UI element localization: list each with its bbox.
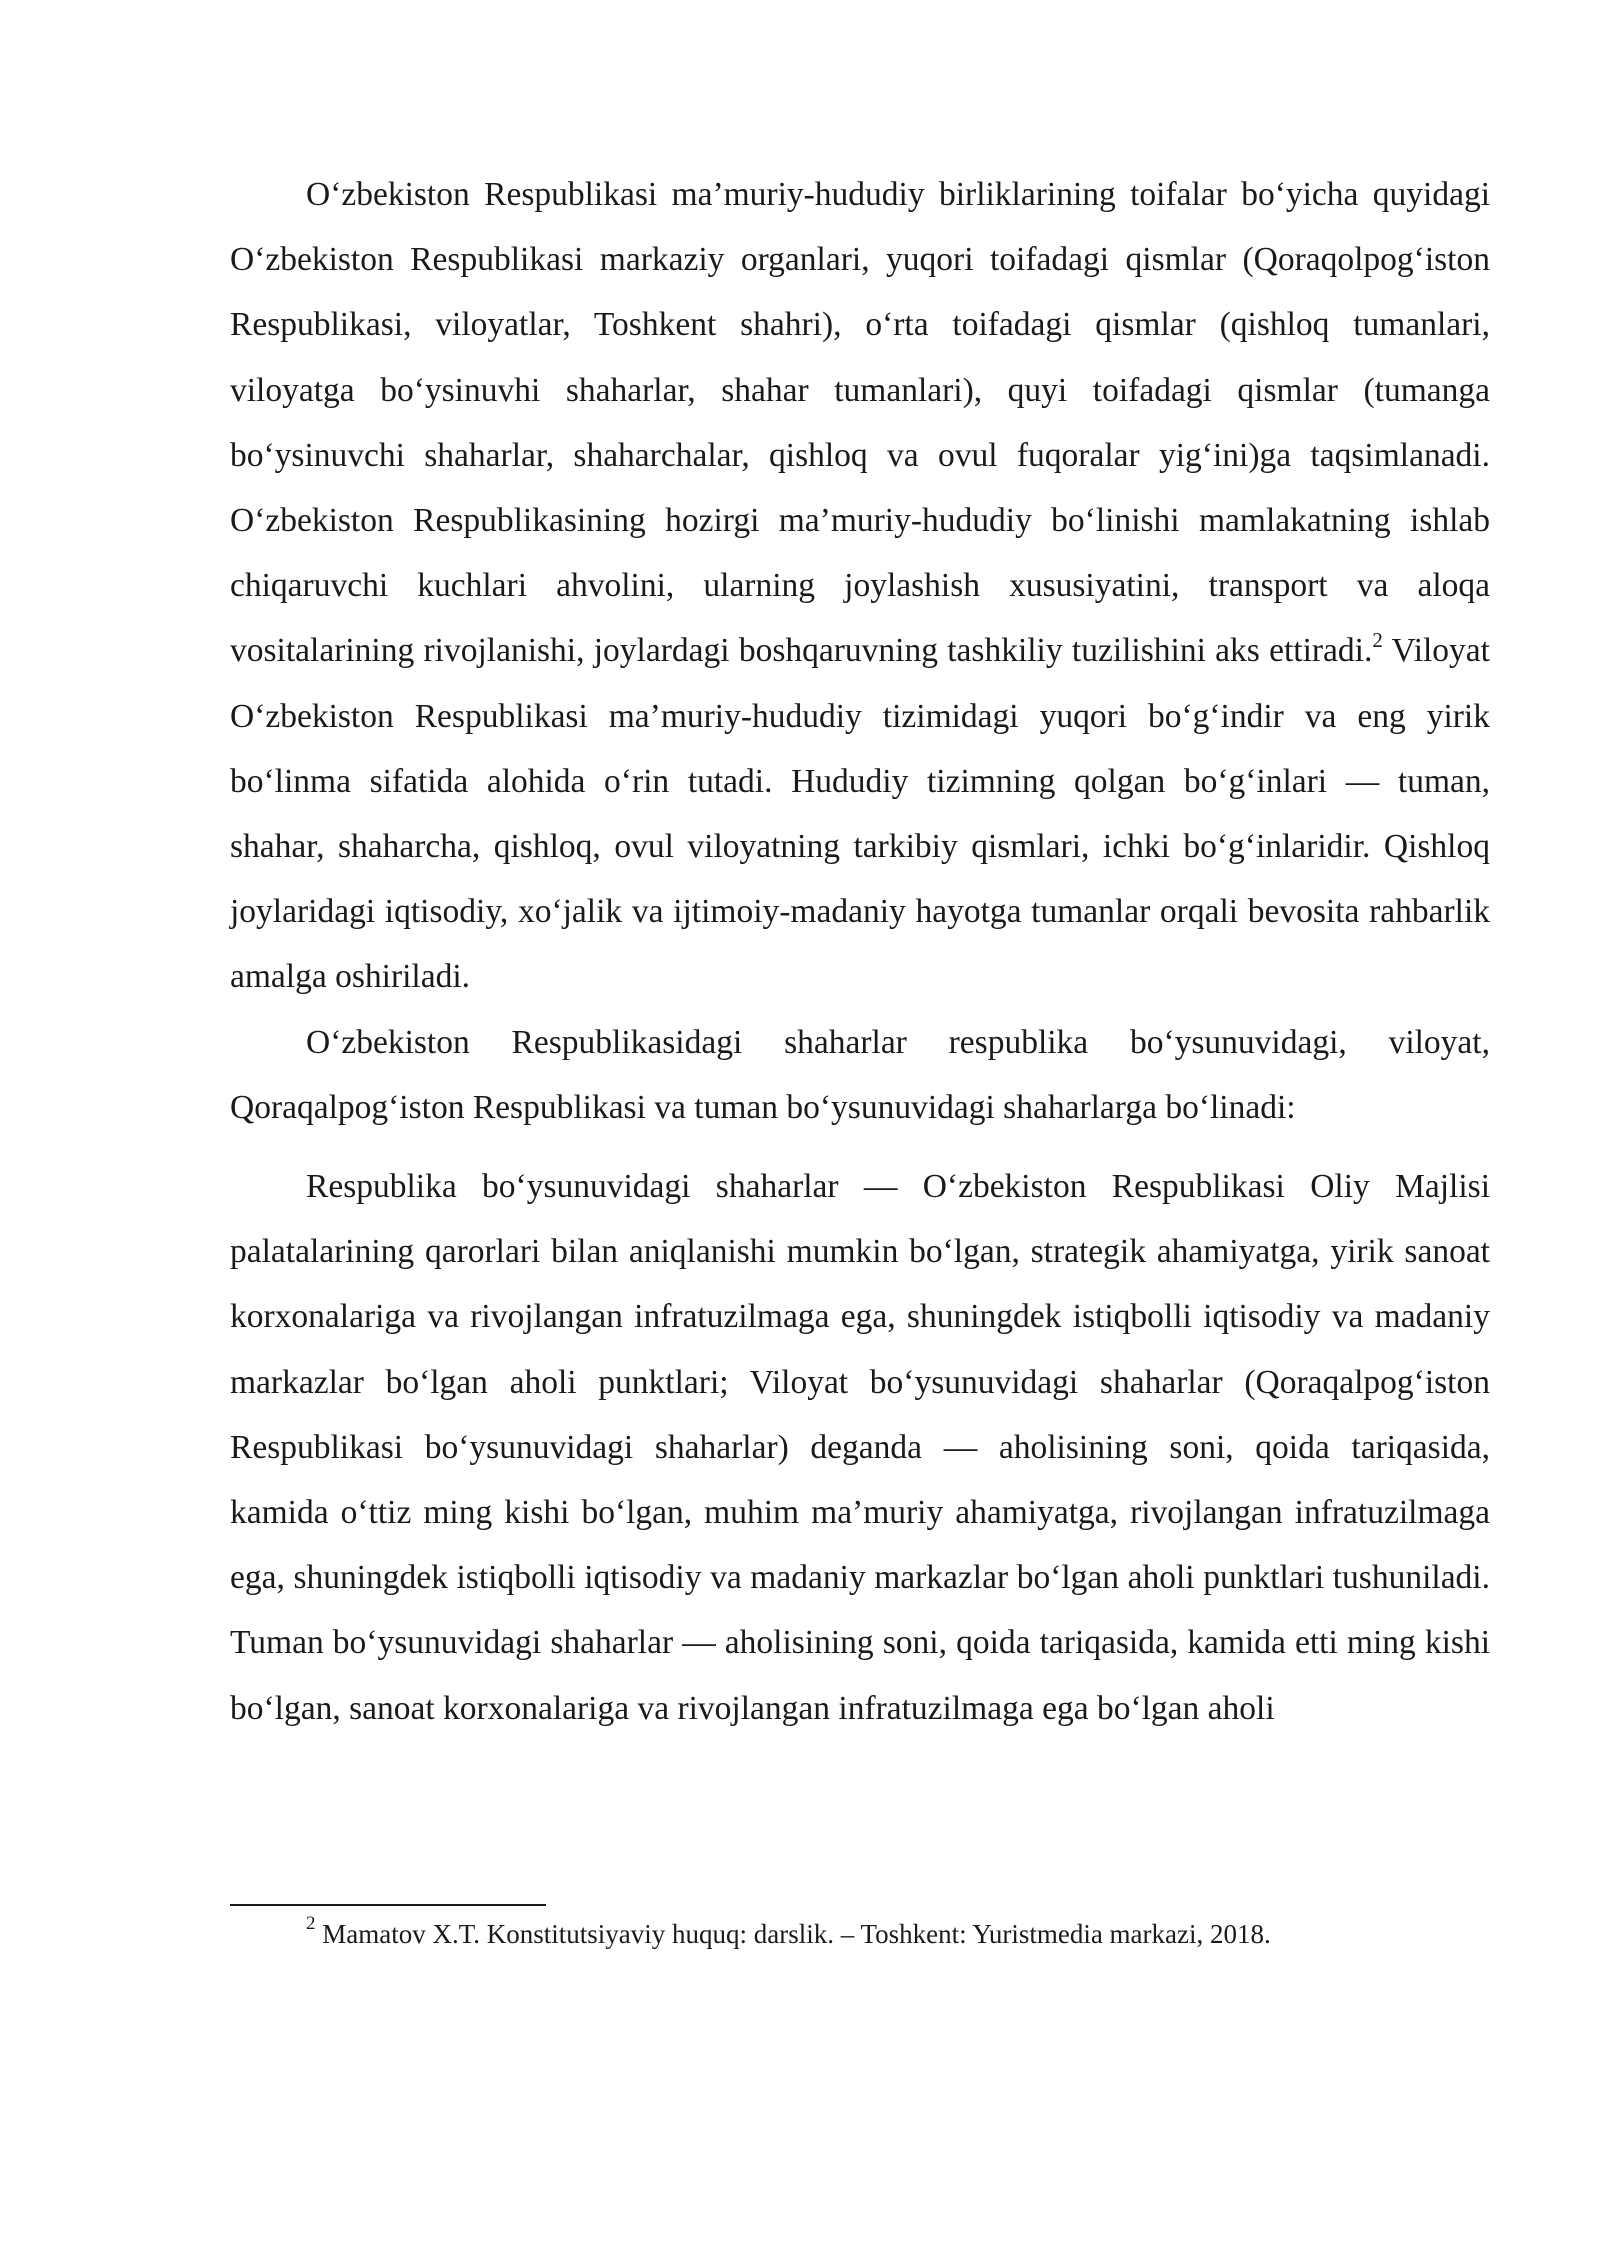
paragraph-city-definitions: Respublika bo‘ysunuvidagi shaharlar — O‘zbekiston Respublikasi Oliy Majlisi palatalarining qarorlari bilan aniqlanishi mumkin bo‘lgan, strategik ahamiyatga, yirik sanoat korxonalariga va rivojlangan infratuzilmaga ega, shuningdek istiqbolli iqtisodiy va madaniy markazlar bo‘lgan aholi punktlari; Viloyat bo‘ysunuvidagi shaharlar (Qoraqalpog‘iston Respublikasi bo‘ysunuvidagi shaharlar) deganda — aholisining soni, qoida tariqasida, kamida o‘ttiz ming kishi bo‘lgan, muhim ma’muriy ahamiyatga, rivojlangan infratuzilmaga ega, shuningdek istiqbolli iqtisodiy va madaniy markazlar bo‘lgan aholi punktlari tushuniladi. Tuman bo‘ysunuvidagi shaharlar — aholisining soni, qoida tariqasida, kamida etti ming kishi bo‘lgan, sanoat korxonalariga va rivojlangan infratuzilmaga ega bo‘lgan aholi bbox=[230, 1168, 1490, 1727]
footnote-number: 2 bbox=[306, 1913, 316, 1934]
paragraph-city-categories: O‘zbekiston Respublikasidagi shaharlar respublika bo‘ysunuvidagi, viloyat, Qoraqalpog‘iston Respublikasi va tuman bo‘ysunuvidagi shaharlarga bo‘linadi: bbox=[230, 1023, 1490, 1126]
document-body bbox=[230, 162, 1490, 1741]
footnote-separator bbox=[230, 1904, 546, 1906]
footnote bbox=[230, 1914, 1490, 1954]
footnote-text: Mamatov X.T. Konstitutsiyaviy huquq: darslik. – Toshkent: Yuristmedia markazi, 2018. bbox=[315, 1919, 1271, 1949]
footnote-reference: 2 bbox=[1372, 628, 1383, 653]
paragraph-administrative-division bbox=[230, 162, 1490, 1010]
paragraph-text-part-2: Viloyat O‘zbekiston Respublikasi ma’muriy-hududiy tizimidagi yuqori bo‘g‘indir va eng yirik bo‘linma sifatida alohida o‘rin tutadi. Hududiy tizimning qolgan bo‘g‘inlari — tuman, shahar, shaharcha, qishloq, ovul viloyatning tarkibiy qismlari, ichki bo‘g‘inlaridir. Qishloq joylaridagi iqtisodiy, xo‘jalik va ijtimoiy-madaniy hayotga tumanlar orqali bevosita rahbarlik amalga oshiriladi. bbox=[230, 632, 1490, 996]
paragraph-text-part-1: O‘zbekiston Respublikasi ma’muriy-hududiy birliklarining toifalar bo‘yicha quyidagi O‘zbekiston Respublikasi markaziy organlari, yuqori toifadagi qismlar (Qoraqolpog‘iston Respublikasi, viloyatlar, Toshkent shahri), o‘rta toifadagi qismlar (qishloq tumanlari, viloyatga bo‘ysinuvhi shaharlar, shahar tumanlari), quyi toifadagi qismlar (tumanga bo‘ysinuvchi shaharlar, shaharchalar, qishloq va ovul fuqoralar yig‘ini)ga taqsimlanadi. O‘zbekiston Respublikasining hozirgi ma’muriy-hududiy bo‘linishi mamlakatning ishlab chiqaruvchi kuchlari ahvolini, ularning joylashish xususiyatini, transport va aloqa vositalarining rivojlanishi, joylardagi boshqaruvning tashkiliy tuzilishini aks ettiradi. bbox=[230, 176, 1490, 670]
